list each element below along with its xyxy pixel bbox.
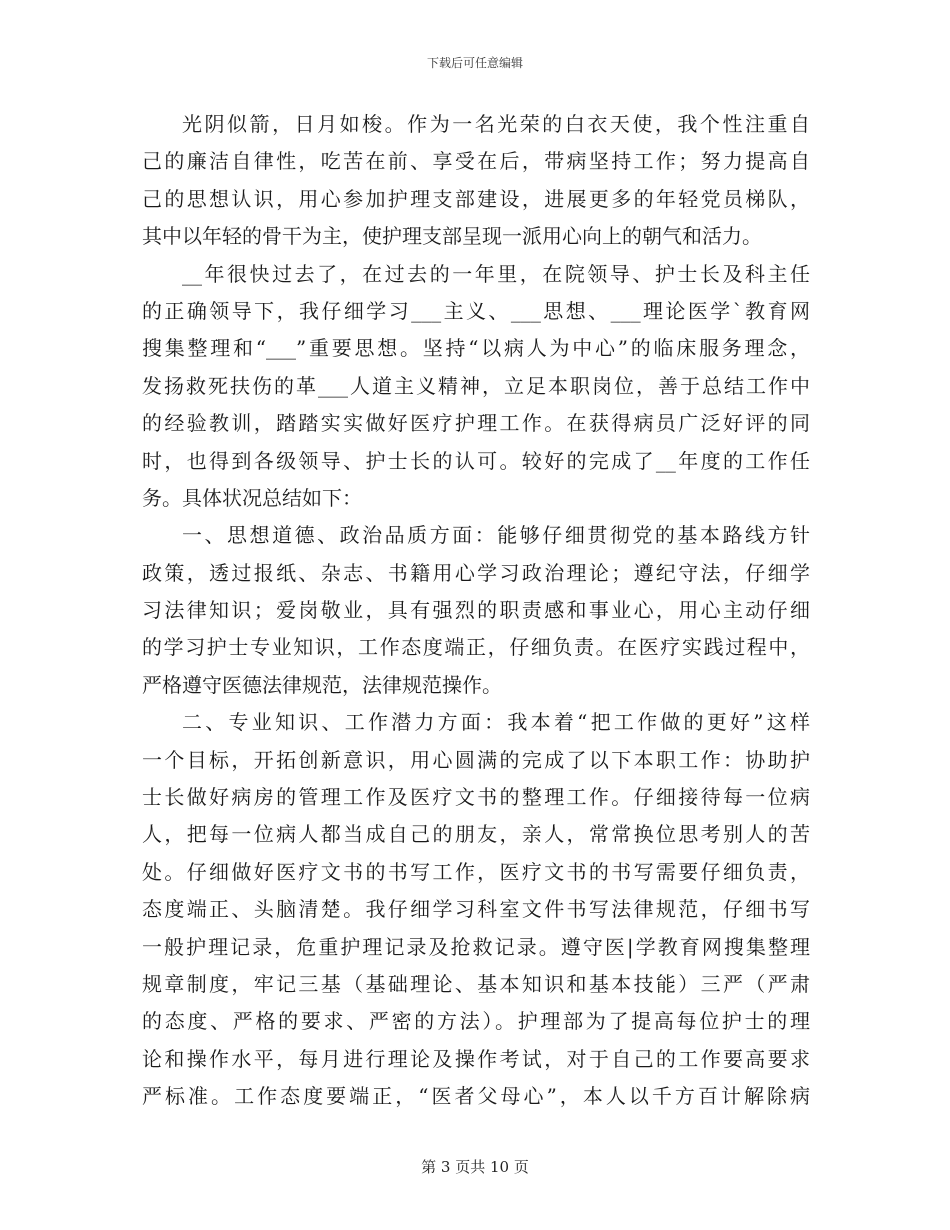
text-line: 发扬救死扶伤的革___人道主义精神，立足本职岗位，善于总结工作中 bbox=[142, 373, 810, 398]
paragraph bbox=[142, 704, 810, 1115]
text-line: 务。具体状况总结如下： bbox=[142, 485, 362, 510]
text-line: 的正确领导下，我仔细学习___主义、___思想、___理论医学`教育网 bbox=[142, 298, 810, 323]
text-line: 时，也得到各级领导、护士长的认可。较好的完成了__年度的工作任 bbox=[142, 448, 810, 473]
page-header: 下载后可任意编辑 bbox=[426, 56, 523, 70]
text-line: 论和操作水平，每月进行理论及操作考试，对于自己的工作要高要求 bbox=[142, 1046, 810, 1071]
text-line: 一个目标，开拓创新意识，用心圆满的完成了以下本职工作：协助护 bbox=[142, 747, 810, 772]
text-line: __年很快过去了，在过去的一年里，在院领导、护士长及科主任 bbox=[182, 261, 810, 286]
text-line: 一般护理记录，危重护理记录及抢救记录。遵守医|学教育网搜集整理 bbox=[142, 934, 810, 959]
text-line: 严格遵守医德法律规范，法律规范操作。 bbox=[142, 672, 502, 697]
text-line: 人，把每一位病人都当成自己的朋友，亲人，常常换位思考别人的苦 bbox=[142, 822, 810, 847]
text-line: 规章制度，牢记三基（基础理论、基本知识和基本技能）三严（严肃 bbox=[142, 971, 810, 996]
text-line: 习法律知识；爱岗敬业，具有强烈的职责感和事业心，用心主动仔细 bbox=[142, 598, 810, 623]
text-line: 己的廉洁自律性，吃苦在前、享受在后，带病坚持工作；努力提高自 bbox=[142, 149, 810, 174]
text-line: 的态度、严格的要求、严密的方法）。护理部为了提高每位护士的理 bbox=[142, 1009, 810, 1034]
text-line: 二、专业知识、工作潜力方面：我本着“把工作做的更好”这样 bbox=[182, 710, 810, 735]
text-line: 政策，透过报纸、杂志、书籍用心学习政治理论；遵纪守法，仔细学 bbox=[142, 560, 810, 585]
text-line: 己的思想认识，用心参加护理支部建设，进展更多的年轻党员梯队， bbox=[142, 186, 810, 211]
text-line: 士长做好病房的管理工作及医疗文书的整理工作。仔细接待每一位病 bbox=[142, 785, 810, 810]
text-line: 处。仔细做好医疗文书的书写工作，医疗文书的书写需要仔细负责， bbox=[142, 859, 810, 884]
text-line: 严标准。工作态度要端正，“医者父母心”，本人以千方百计解除病 bbox=[142, 1084, 810, 1109]
text-line: 的学习护士专业知识，工作态度端正，仔细负责。在医疗实践过程中， bbox=[142, 635, 810, 660]
text-line: 光阴似箭，日月如梭。作为一名光荣的白衣天使，我个性注重自 bbox=[182, 112, 810, 136]
page-footer: 第 3 页共 10 页 bbox=[421, 1158, 529, 1176]
text-line: 一、思想道德、政治品质方面：能够仔细贯彻党的基本路线方针 bbox=[182, 523, 810, 548]
document-body bbox=[142, 106, 810, 1116]
text-line: 搜集整理和“___”重要思想。坚持“以病人为中心”的临床服务理念， bbox=[142, 336, 810, 361]
paragraph bbox=[142, 517, 810, 704]
text-line: 态度端正、头脑清楚。我仔细学习科室文件书写法律规范，仔细书写 bbox=[142, 897, 810, 922]
text-line: 的经验教训，踏踏实实做好医疗护理工作。在获得病员广泛好评的同 bbox=[142, 411, 810, 436]
text-line: 其中以年轻的骨干为主，使护理支部呈现一派用心向上的朝气和活力。 bbox=[142, 224, 762, 249]
paragraph bbox=[142, 256, 810, 518]
paragraph bbox=[142, 106, 810, 256]
